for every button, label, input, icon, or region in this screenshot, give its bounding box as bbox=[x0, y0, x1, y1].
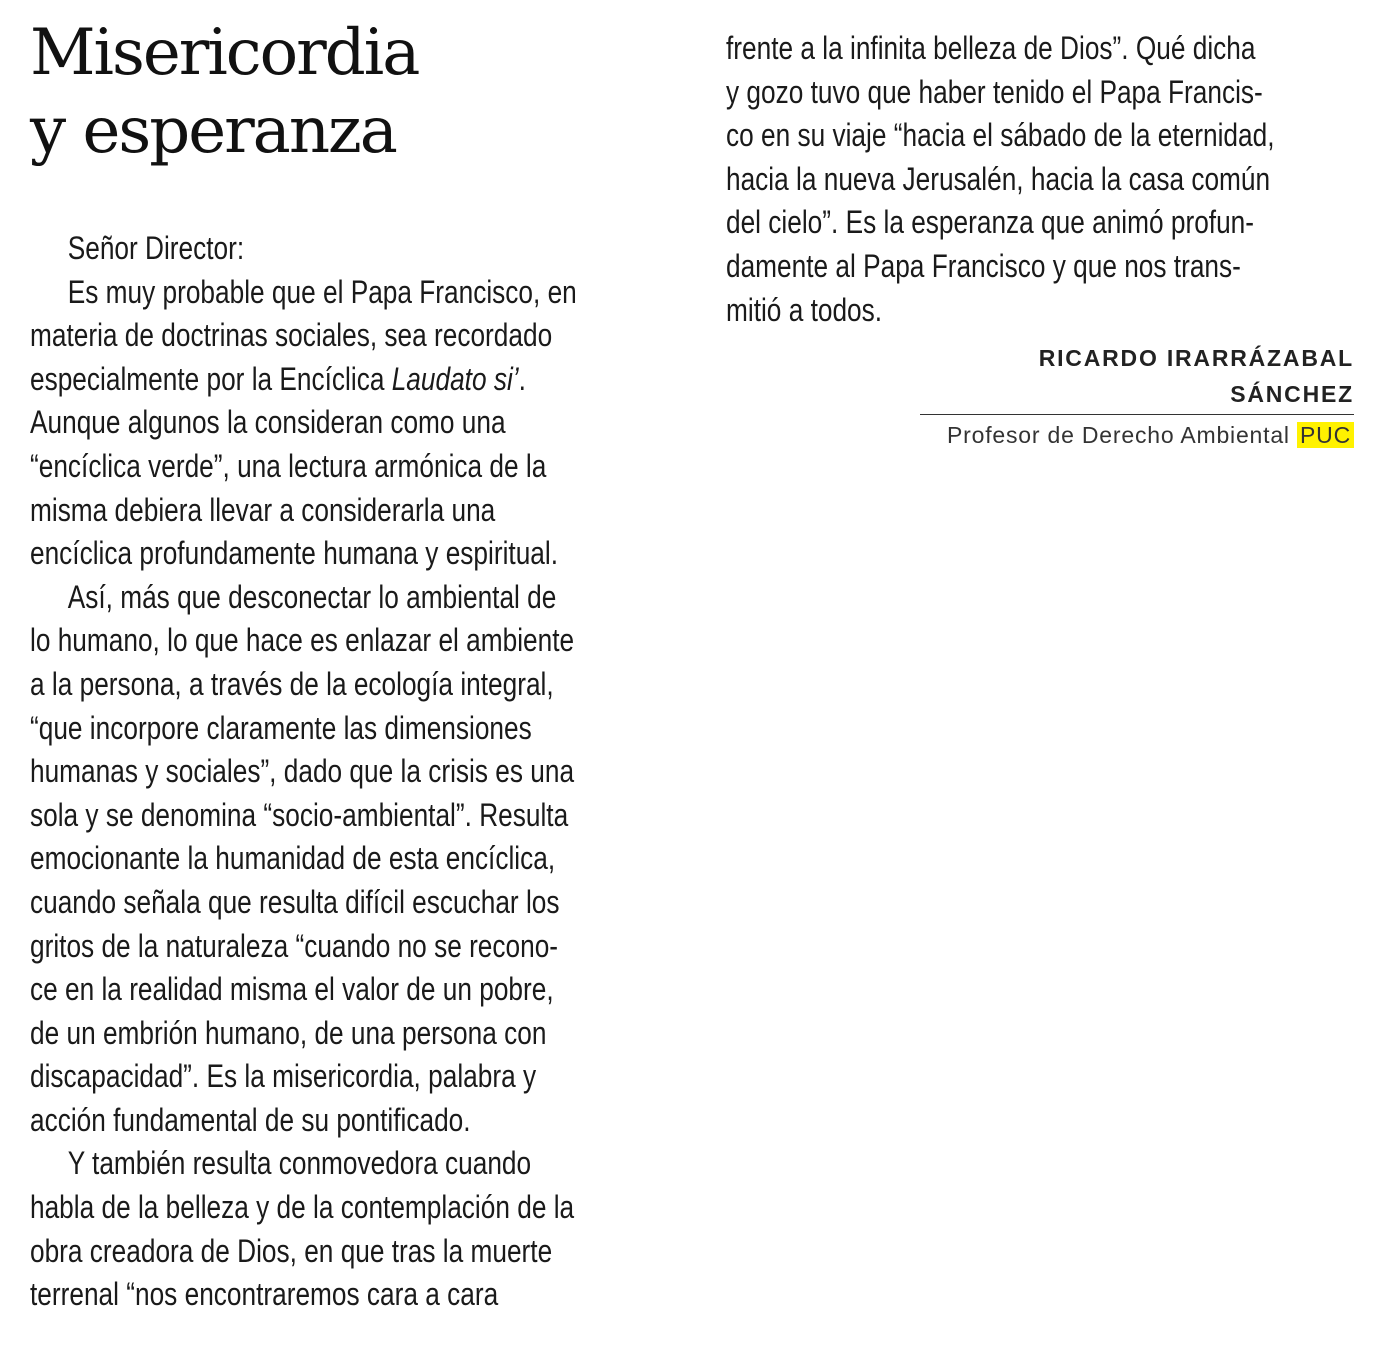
body-line: lo humano, lo que hace es enlazar el ambiente bbox=[30, 622, 575, 659]
body-line: terrenal “nos encontraremos cara a cara bbox=[30, 1276, 499, 1313]
author-title: Profesor de Derecho Ambiental bbox=[947, 422, 1290, 448]
body-line: misma debiera llevar a considerarla una bbox=[30, 491, 496, 528]
right-column bbox=[726, 27, 1353, 332]
left-column bbox=[30, 227, 653, 1317]
body-line: gritos de la naturaleza “cuando no se recono- bbox=[30, 927, 559, 964]
institution-highlight: PUC bbox=[1297, 422, 1354, 448]
body-line: acción fundamental de su pontificado. bbox=[30, 1101, 471, 1138]
body-line: del cielo”. Es la esperanza que animó profun- bbox=[726, 204, 1255, 241]
body-line: humanas y sociales”, dado que la crisis es una bbox=[30, 753, 575, 790]
body-line: Y también resulta conmovedora cuando bbox=[67, 1145, 532, 1182]
body-text: . bbox=[518, 360, 526, 397]
body-line: emocionante la humanidad de esta encíclica, bbox=[30, 840, 556, 877]
article-title bbox=[30, 14, 670, 170]
body-text: especialmente por la Encíclica bbox=[30, 360, 392, 397]
body-line bbox=[30, 358, 653, 402]
author-name: RICARDO IRARRÁZABAL SÁNCHEZ bbox=[920, 340, 1354, 415]
salutation: Señor Director: bbox=[67, 230, 245, 266]
body-line: damente al Papa Francisco y que nos trans- bbox=[726, 247, 1241, 284]
body-line: cuando señala que resulta difícil escuchar los bbox=[30, 883, 560, 920]
body-line: encíclica profundamente humana y espiritual. bbox=[30, 535, 559, 572]
body-line: co en su viaje “hacia el sábado de la eternidad, bbox=[726, 117, 1275, 154]
body-line: sola y se denomina “socio-ambiental”. Resulta bbox=[30, 796, 569, 833]
body-line: discapacidad”. Es la misericordia, palabra y bbox=[30, 1058, 537, 1095]
body-line: Aunque algunos la consideran como una bbox=[30, 404, 506, 441]
author-affiliation bbox=[920, 418, 1354, 452]
body-line: habla de la belleza y de la contemplación de la bbox=[30, 1189, 575, 1226]
body-line: “que incorpore claramente las dimensiones bbox=[30, 709, 532, 746]
title-line-1: Misericordia bbox=[30, 16, 419, 90]
author-signature bbox=[920, 340, 1354, 452]
body-line: a la persona, a través de la ecología integral, bbox=[30, 665, 554, 702]
body-line: materia de doctrinas sociales, sea recordado bbox=[30, 317, 553, 354]
body-line: hacia la nueva Jerusalén, hacia la casa común bbox=[726, 160, 1271, 197]
body-line: ce en la realidad misma el valor de un pobre, bbox=[30, 971, 554, 1008]
body-line: Así, más que desconectar lo ambiental de bbox=[67, 578, 557, 615]
body-line: de un embrión humano, de una persona con bbox=[30, 1014, 547, 1051]
title-line-2: y esperanza bbox=[30, 94, 396, 168]
body-line: obra creadora de Dios, en que tras la muerte bbox=[30, 1232, 553, 1269]
encyclical-title: Laudato si’ bbox=[391, 360, 519, 397]
body-line: Es muy probable que el Papa Francisco, en bbox=[67, 273, 577, 310]
body-line: mitió a todos. bbox=[726, 291, 883, 328]
body-line: y gozo tuvo que haber tenido el Papa Francis- bbox=[726, 73, 1263, 110]
body-line: “encíclica verde”, una lectura armónica de la bbox=[30, 447, 547, 484]
body-line: frente a la infinita belleza de Dios”. Qué dicha bbox=[726, 30, 1256, 66]
